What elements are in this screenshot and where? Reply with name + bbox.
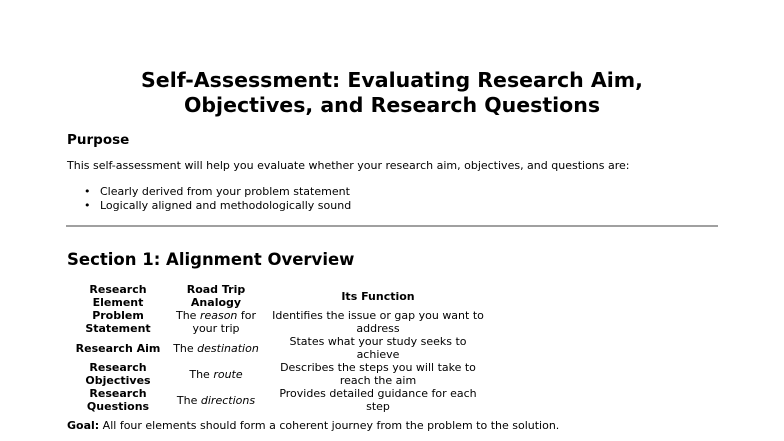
purpose-heading: Purpose: [67, 132, 130, 148]
header-research-element: Research Element: [89, 283, 147, 309]
title-line-1: Self-Assessment: Evaluating Research Aim,: [141, 68, 643, 92]
title-line-2: Objectives, and Research Questions: [183, 93, 601, 117]
header-road-trip-analogy: Road Trip Analogy: [186, 283, 246, 309]
row-analogy: [168, 309, 264, 335]
row-function: States what your study seeks to achieve: [289, 335, 467, 361]
row-element: Problem Statement: [85, 309, 151, 335]
analogy-emphasis: destination: [197, 341, 259, 355]
row-function: Provides detailed guidance for each step: [279, 387, 477, 413]
table-row: [68, 387, 492, 413]
header-its-function: Its Function: [341, 289, 415, 303]
row-analogy: [168, 387, 264, 413]
analogy-emphasis: route: [213, 367, 243, 381]
analogy-emphasis: directions: [200, 393, 256, 407]
analogy-prefix: The: [173, 341, 198, 355]
analogy-prefix: The: [175, 309, 200, 322]
row-analogy: [168, 361, 264, 387]
analogy-suffix: for your trip: [192, 309, 257, 335]
goal-statement: [67, 419, 559, 433]
bullet-item: • Logically aligned and methodologically sound: [84, 199, 351, 213]
section-1-heading: Section 1: Alignment Overview: [67, 250, 355, 269]
row-element: Research Questions: [86, 387, 150, 413]
goal-label: Goal:: [67, 419, 100, 432]
purpose-intro: This self-assessment will help you evaluate whether your research aim, objectives, and questions are:: [67, 159, 630, 172]
table-row: [68, 309, 492, 335]
row-element: Research Objectives: [85, 361, 151, 387]
analogy-prefix: The: [189, 367, 214, 381]
table-row: [68, 335, 492, 361]
analogy-emphasis: reason: [199, 309, 238, 322]
alignment-table: [68, 283, 492, 413]
purpose-bullet-list: [84, 185, 351, 213]
row-analogy: [168, 335, 264, 361]
bullet-item: • Clearly derived from your problem statement: [84, 185, 351, 199]
horizontal-divider: [66, 225, 718, 227]
row-function: Identifies the issue or gap you want to address: [272, 309, 484, 335]
goal-text: All four elements should form a coherent journey from the problem to the solution.: [99, 419, 560, 432]
row-element: Research Aim: [75, 341, 161, 355]
page-title: [60, 68, 724, 118]
analogy-prefix: The: [176, 393, 201, 407]
row-function: Describes the steps you will take to reach the aim: [280, 361, 476, 387]
table-header-row: [68, 283, 492, 309]
table-row: [68, 361, 492, 387]
